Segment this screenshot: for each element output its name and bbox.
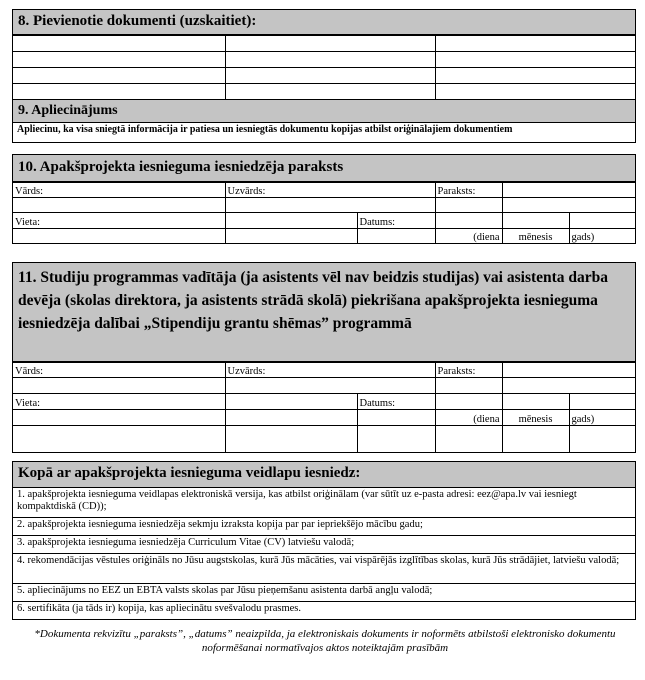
attachment-item: 3. apakšprojekta iesnieguma iesniedzēja Curriculum Vitae (CV) latviešu valodā; <box>13 536 635 554</box>
name-field[interactable] <box>13 198 225 213</box>
surname-label: Uzvārds: <box>225 363 435 378</box>
doc-cell[interactable] <box>435 52 635 68</box>
place-field[interactable] <box>225 213 357 229</box>
section-9-header <box>13 100 635 123</box>
section-10-title: 10. Apakšprojekta iesnieguma iesniedzēja paraksts <box>18 159 344 175</box>
doc-cell[interactable] <box>435 68 635 84</box>
section-9 <box>12 99 636 143</box>
month-field[interactable] <box>502 394 569 410</box>
signature-table-10 <box>13 182 635 244</box>
section-10 <box>12 154 636 244</box>
signature-field[interactable] <box>502 363 635 378</box>
surname-field[interactable] <box>225 198 435 213</box>
year-field[interactable] <box>569 394 635 410</box>
doc-cell[interactable] <box>13 36 225 52</box>
section-8-title: 8. Pievienotie dokumenti (uzskaitiet): <box>18 13 257 29</box>
doc-cell[interactable] <box>225 68 435 84</box>
blank-cell[interactable] <box>569 426 635 453</box>
signature-label: Paraksts: <box>435 363 502 378</box>
signature-field[interactable] <box>435 378 502 394</box>
surname-label: Uzvārds: <box>225 183 435 198</box>
section-8-header <box>13 10 635 35</box>
place-label: Vieta: <box>13 394 225 410</box>
section-11 <box>12 262 636 453</box>
doc-cell[interactable] <box>225 84 435 100</box>
blank-cell[interactable] <box>225 426 357 453</box>
place-field[interactable] <box>13 410 225 426</box>
month-caption: mēnesis <box>502 229 569 244</box>
blank-cell[interactable] <box>435 426 502 453</box>
doc-cell[interactable] <box>13 52 225 68</box>
date-field[interactable] <box>357 229 435 244</box>
section-8 <box>12 9 636 100</box>
place-field[interactable] <box>13 229 225 244</box>
attachment-item: 2. apakšprojekta iesnieguma iesniedzēja sekmju izraksta kopija par par iepriekšējo mācību gadu; <box>13 518 635 536</box>
day-field[interactable] <box>435 394 502 410</box>
attachment-item: 6. sertifikāta (ja tāds ir) kopija, kas apliecinātu svešvalodu prasmes. <box>17 603 301 614</box>
doc-cell[interactable] <box>435 84 635 100</box>
month-field[interactable] <box>502 213 569 229</box>
place-field[interactable] <box>225 394 357 410</box>
date-label: Datums: <box>357 394 435 410</box>
signature-field[interactable] <box>502 378 635 394</box>
signature-table-11 <box>13 362 635 453</box>
section-10-header <box>13 155 635 182</box>
section-9-title: 9. Apliecinājums <box>18 103 118 118</box>
year-caption: gads) <box>569 229 635 244</box>
signature-field[interactable] <box>502 183 635 198</box>
attachments-header <box>13 462 635 488</box>
attachments-title: Kopā ar apakšprojekta iesnieguma veidlapu iesniedz: <box>18 465 361 481</box>
blank-cell[interactable] <box>502 426 569 453</box>
section-11-title: 11. Studiju programmas vadītāja (ja asistents vēl nav beidzis studijas) vai asistenta darba devēja (skolas direktora, ja asistents strādā skolā) piekrišana apakšprojekta iesnieguma iesniedzēja dalībai „Stipendiju grantu shēmas” programmā <box>18 269 609 332</box>
attachment-item: 4. rekomendācijas vēstules oriģināls no Jūsu augstskolas, kurā Jūs mācāties, vai vispārējās izglītības skolas, kurā Jūs strādājiet, latviešu valodā; <box>13 554 635 584</box>
name-label: Vārds: <box>13 363 225 378</box>
signature-field[interactable] <box>435 198 502 213</box>
doc-cell[interactable] <box>13 84 225 100</box>
doc-cell[interactable] <box>225 52 435 68</box>
doc-cell[interactable] <box>435 36 635 52</box>
name-label: Vārds: <box>13 183 225 198</box>
footnote: *Dokumenta rekvizītu „paraksts”, „datums” neaizpilda, ja elektroniskais dokuments ir noformēts atbilstoši elektronisko dokumentu noformēšanai normatīvajos aktos noteiktajām prasībām <box>34 628 616 654</box>
place-field[interactable] <box>225 410 357 426</box>
blank-cell[interactable] <box>13 426 225 453</box>
day-caption: (diena <box>435 229 502 244</box>
declaration-text: Apliecinu, ka visa sniegtā informācija ir patiesa un iesniegtās dokumentu kopijas atbilst oriģinālajiem dokumentiem <box>13 123 635 143</box>
blank-cell[interactable] <box>357 426 435 453</box>
section-11-header <box>13 263 635 362</box>
day-field[interactable] <box>435 213 502 229</box>
date-label: Datums: <box>357 213 435 229</box>
surname-field[interactable] <box>225 378 435 394</box>
signature-field[interactable] <box>502 198 635 213</box>
name-field[interactable] <box>13 378 225 394</box>
place-field[interactable] <box>225 229 357 244</box>
year-caption: gads) <box>569 410 635 426</box>
attachments-section <box>12 461 636 620</box>
month-caption: mēnesis <box>502 410 569 426</box>
year-field[interactable] <box>569 213 635 229</box>
documents-table <box>13 35 635 100</box>
date-field[interactable] <box>357 410 435 426</box>
attachment-item: 5. apliecinājums no EEZ un EBTA valsts skolas par Jūsu pieņemšanu asistenta darbā angļu valodā; <box>13 584 635 602</box>
doc-cell[interactable] <box>225 36 435 52</box>
doc-cell[interactable] <box>13 68 225 84</box>
attachment-item: 1. apakšprojekta iesnieguma veidlapas elektroniskā versija, kas atbilst oriģinālam (var sūtīt uz e-pasta adresi: eez@apa.lv vai iesniegt kompaktdiskā (CD)); <box>13 488 635 518</box>
place-label: Vieta: <box>13 213 225 229</box>
signature-label: Paraksts: <box>435 183 502 198</box>
day-caption: (diena <box>435 410 502 426</box>
